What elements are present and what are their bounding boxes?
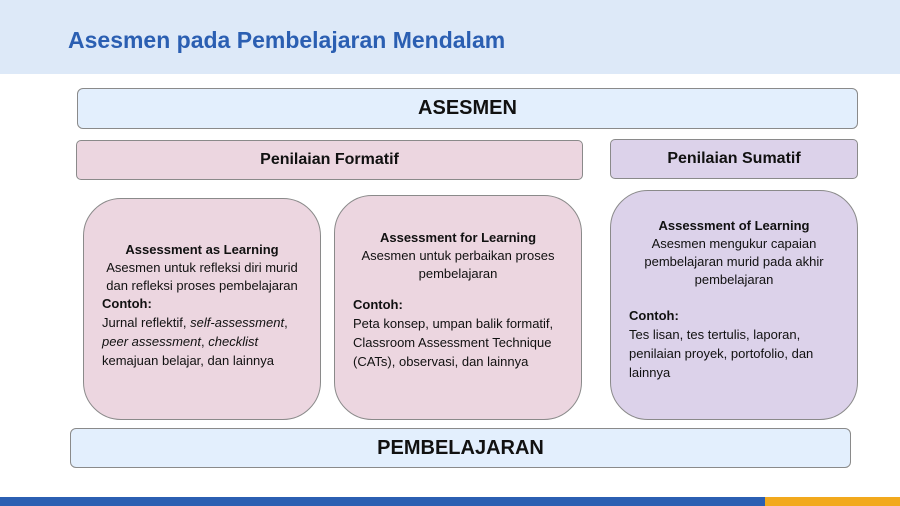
example-text: , [201,334,209,349]
card-example-label: Contoh: [353,297,403,312]
card-example: Tes lisan, tes tertulis, laporan, penilaian proyek, portofolio, dan lainnya [629,327,814,380]
example-term: checklist [208,334,259,349]
card-example [102,313,302,370]
sumatif-header [610,139,858,179]
card-example-label: Contoh: [629,308,679,323]
asesmen-label: ASESMEN [418,97,517,119]
example-term: peer assessment [102,334,201,349]
card-assessment-as-learning [83,198,321,420]
example-text: Jurnal reflektif, [102,315,191,330]
card-example: Peta konsep, umpan balik formatif, Classroom Assessment Technique (CATs), observasi, dan lainnya [353,316,554,369]
footer-stripe-gold [765,497,900,506]
formatif-label: Penilaian Formatif [260,151,399,168]
example-term: self-assessment [190,315,285,330]
slide-title: Asesmen pada Pembelajaran Mendalam [68,27,506,53]
formatif-header [76,140,583,180]
pembelajaran-bar [70,428,851,468]
card-title: Assessment for Learning [379,230,537,245]
card-description: Asesmen untuk refleksi diri murid dan refleksi proses pembelajaran [106,260,298,293]
pembelajaran-label: PEMBELAJARAN [377,436,544,459]
footer-stripe-blue [0,497,765,506]
sumatif-label: Penilaian Sumatif [667,150,801,167]
card-assessment-of-learning [610,190,858,420]
example-text: , [284,315,288,330]
asesmen-bar [77,88,858,129]
card-title: Assessment of Learning [658,218,810,233]
example-text: kemajuan belajar, dan lainnya [102,353,275,368]
card-example-label: Contoh: [102,296,152,311]
card-title: Assessment as Learning [125,242,279,257]
card-description: Asesmen mengukur capaian pembelajaran murid pada akhir pembelajaran [644,236,824,287]
card-assessment-for-learning [334,195,582,420]
card-description: Asesmen untuk perbaikan proses pembelajaran [361,248,555,281]
